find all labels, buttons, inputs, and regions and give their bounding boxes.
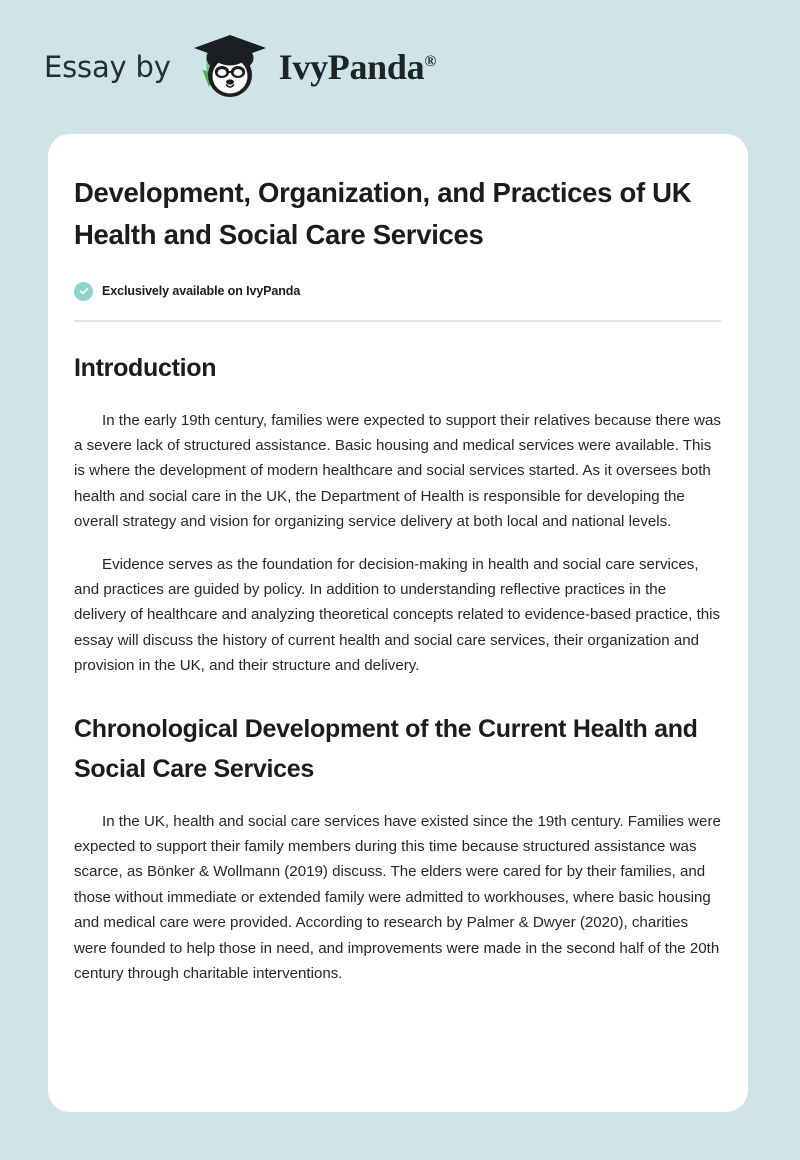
paragraph: Evidence serves as the foundation for decision-making in health and social care services, and practices are guided by policy. In addition to understanding reflective practices in the delivery of healthcare and analyzing theoretical concepts related to evidence-based practice, this essay will discuss the history of current health and social care services, their organization and provision in the UK, and their structure and delivery.	[74, 555, 721, 675]
brand-wordmark-text: IvyPanda	[278, 47, 425, 87]
brand-prefix-label: Essay by	[44, 49, 171, 84]
paragraph: In the UK, health and social care services have existed since the 19th century. Families were expected to support their family members during this time because structured assistance was scarce, as Bönker & Wollmann (2019) discuss. The elders were cared for by their families, and those without immediate or extended family were admitted to workhouses, where basic housing and medical care were provided. According to research by Palmer & Dwyer (2020), charities were founded to help those in need, and improvements were made in the second half of the 20th century through charitable interventions.	[74, 812, 721, 983]
brand-wordmark	[279, 49, 437, 85]
registered-trademark-icon: ®	[424, 53, 437, 70]
section-heading-chronological-development: Chronological Development of the Current Health and Social Care Services	[74, 714, 698, 783]
exclusive-availability-label: Exclusively available on IvyPanda	[102, 284, 301, 299]
brand-header	[0, 0, 800, 134]
check-circle-icon	[74, 282, 93, 301]
section-heading-introduction: Introduction	[74, 353, 217, 382]
title-divider	[74, 320, 721, 322]
panda-graduate-logo-icon	[187, 31, 273, 103]
page-title: Development, Organization, and Practices of UK Health and Social Care Services	[74, 177, 692, 250]
essay-paper-card	[48, 134, 748, 1112]
paragraph: In the early 19th century, families were expected to support their relatives because there was a severe lack of structured assistance. Basic housing and medical services were available. This is where the development of modern healthcare and social services started. As it oversees both health and social care in the UK, the Department of Health is responsible for developing the overall strategy and vision for organizing service delivery at both local and national levels.	[74, 411, 721, 531]
exclusive-availability-badge	[74, 282, 721, 301]
